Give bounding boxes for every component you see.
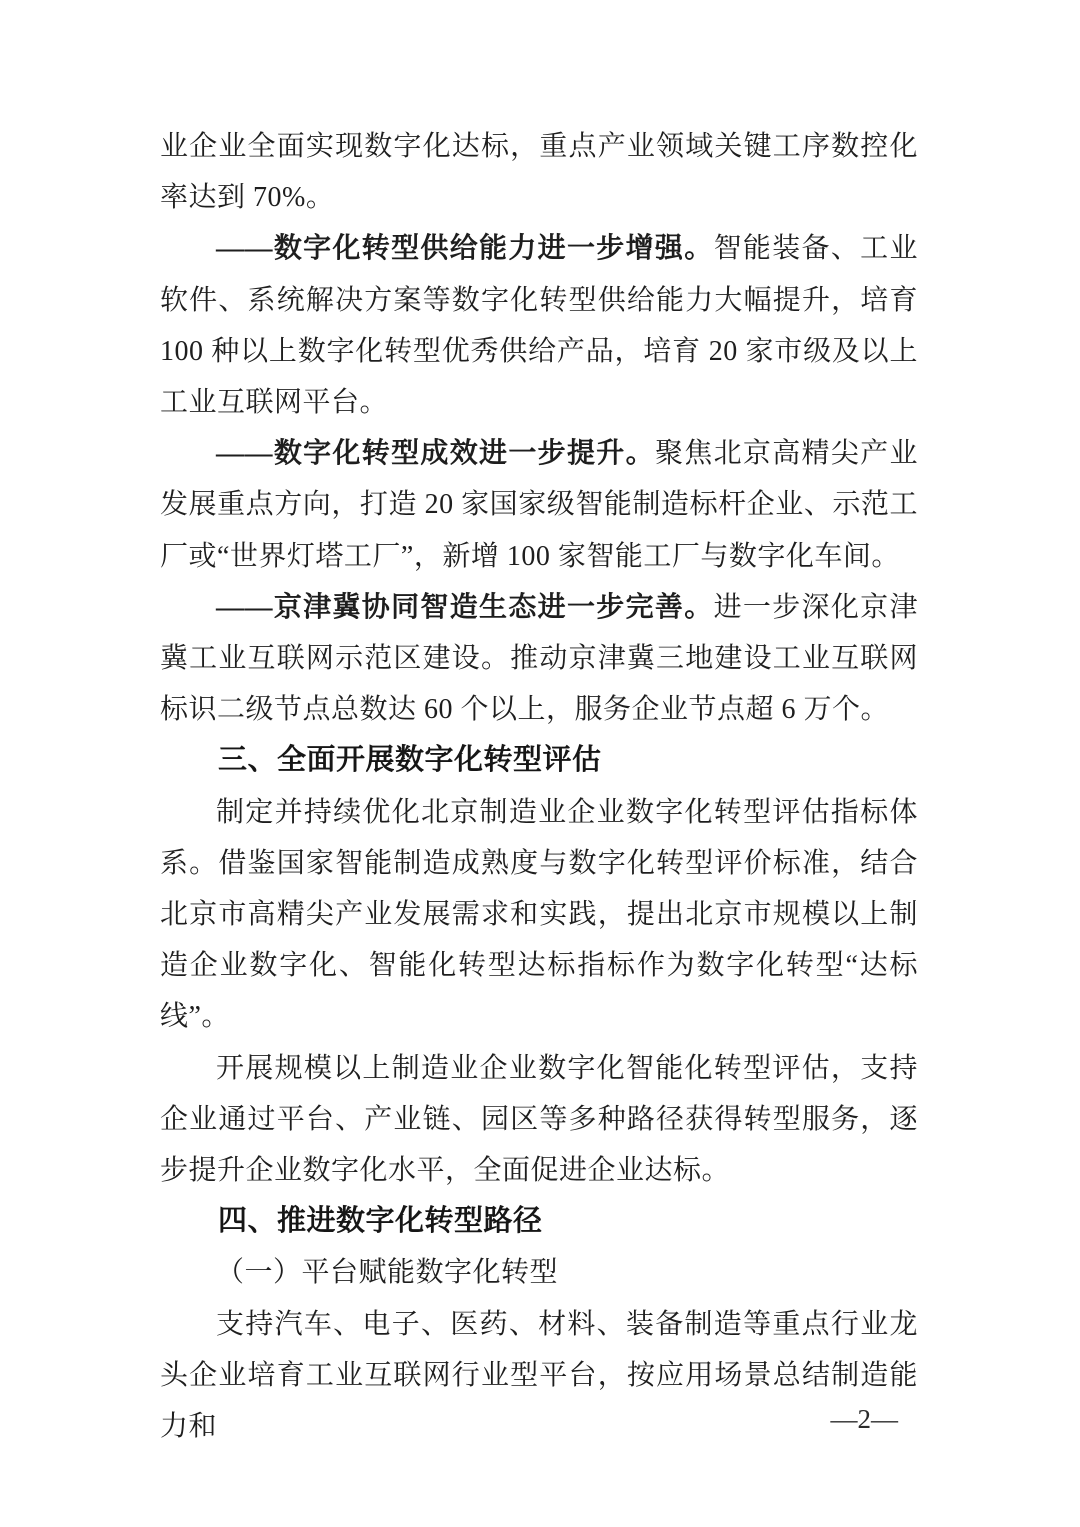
section-heading-3: 三、全面开展数字化转型评估 [218,744,602,777]
dash-paragraph-text: 进一步深化京津冀工业互联网示范区建设。推动京津冀三地建设工业互联网标识二级节点总数达 60 个以上，服务企业节点超 6 万个。 [160,591,918,726]
dash-paragraph-text: 聚焦北京高精尖产业发展重点方向，打造 20 家国家级智能制造标杆企业、示范工厂或“世界灯塔工厂”，新增 100 家智能工厂与数字化车间。 [160,438,918,572]
dash-paragraph-lead: ——数字化转型成效进一步提升。 [216,438,655,470]
sub-section-heading-platform: （一）平台赋能数字化转型 [216,1257,559,1289]
dash-paragraph-results [160,428,918,582]
dash-paragraph-jingjinji [160,582,918,736]
page-number: —2— [830,1404,898,1434]
dash-paragraph-lead: ——数字化转型供给能力进一步增强。 [216,233,714,265]
body-paragraph: 支持汽车、电子、医药、材料、装备制造等重点行业龙头企业培育工业互联网行业型平台，按应用场景总结制造能力和 [160,1308,918,1443]
section-heading-4: 四、推进数字化转型路径 [218,1205,543,1238]
dash-paragraph-lead: ——京津冀协同智造生态进一步完善。 [216,591,714,623]
body-paragraph: 制定并持续优化北京制造业企业数字化转型评估指标体系。借鉴国家智能制造成熟度与数字化转型评价标准，结合北京市高精尖产业发展需求和实践，提出北京市规模以上制造企业数字化、智能化转型达标指标作为数字化转型“达标线”。 [160,796,918,1033]
body-paragraph: 开展规模以上制造业企业数字化智能化转型评估，支持企业通过平台、产业链、园区等多种路径获得转型服务，逐步提升企业数字化水平，全面促进企业达标。 [160,1052,918,1187]
paragraph-continuation: 业企业全面实现数字化达标，重点产业领域关键工序数控化率达到 70%。 [160,131,918,214]
dash-paragraph-supply [160,223,918,428]
document-body [160,121,918,1452]
dash-paragraph-text: 智能装备、工业软件、系统解决方案等数字化转型供给能力大幅提升，培育 100 种以上数字化转型优秀供给产品，培育 20 家市级及以上工业互联网平台。 [160,233,918,419]
